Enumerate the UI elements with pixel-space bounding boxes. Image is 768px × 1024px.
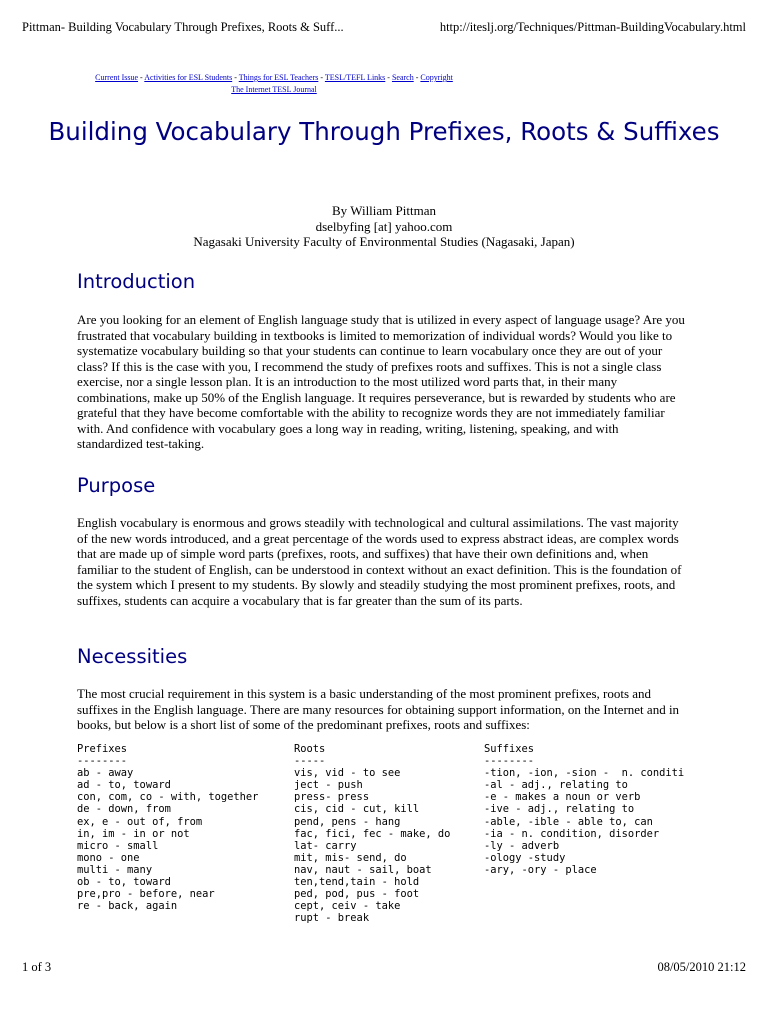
list-item: cept, ceiv - take: [294, 900, 401, 913]
nav-link-teachers[interactable]: Things for ESL Teachers: [238, 73, 319, 82]
list-item: pend, pens - hang: [294, 815, 401, 828]
list-item: de - down, from: [77, 803, 171, 816]
nav-link-search[interactable]: Search: [391, 73, 414, 82]
list-item: multi - many: [77, 863, 153, 876]
nav-separator: -: [413, 73, 421, 82]
print-page-title: Pittman- Building Vocabulary Through Prefixes, Roots & Suff...: [22, 20, 344, 34]
root-list: [294, 743, 450, 924]
list-item: re - back, again: [77, 900, 178, 913]
article-title: Building Vocabulary Through Prefixes, Roots & Suffixes: [48, 117, 720, 146]
list-item: ob - to, toward: [77, 876, 171, 889]
author-affiliation: Nagasaki University Faculty of Environmental Studies (Nagasaki, Japan): [193, 234, 575, 249]
list-item: ped, pod, pus - foot: [294, 888, 420, 901]
nav-separator: -: [138, 73, 145, 82]
print-timestamp: 08/05/2010 21:12: [657, 960, 746, 974]
nav-row: [0, 72, 548, 84]
paragraph-purpose: English vocabulary is enormous and grows steadily with technological and cultural assimilations. The vast majority of the new words introduced, and a great percentage of the words used to express abstract ideas, are complex words that are made up of simple word parts (prefixes, roots, and suffixes) that have their own definitions and, when familiar to the student of English, can be understood in context without an exact definition. This is the foundation of the system which I present to my students. By slowly and steadily studying the most prominent prefixes, roots, and suffixes, students can acquire a vocabulary that is far greater than the sum of its parts.: [77, 515, 682, 608]
list-item: mono - one: [77, 851, 140, 864]
list-item: nav, naut - sail, boat: [294, 863, 432, 876]
paragraph-introduction: Are you looking for an element of English language study that is utilized in every aspect of language usage? Are you frustrated that vocabulary building in textbooks is limited to memorization of individual words? Would you like to systematize vocabulary building so that your students can continue to learn vocabulary once they are out of your class? If this is the case with you, I recommend the study of prefixes roots and suffixes. This is not a single class exercise, nor a single lesson plan. It is an introduction to the most utilized word parts that, in their many combinations, make up 50% of the English language. It requires perseverance, but is rewarded by students who are grateful that they have become comfortable with the ability to recognize words they are not immediately familiar with. And confidence with vocabulary goes a long way in reading, writing, listening, speaking, and with standardized test-taking.: [77, 312, 685, 451]
list-heading: Prefixes: [77, 743, 128, 755]
list-item: -ly - adverb: [484, 839, 560, 852]
list-item: rupt - break: [294, 912, 370, 925]
list-item: -ive - adj., relating to: [484, 803, 635, 816]
list-heading: Roots: [294, 743, 326, 755]
list-item: ex, e - out of, from: [77, 815, 203, 828]
list-item: mit, mis- send, do: [294, 851, 407, 864]
author-email: dselbyfing [at] yahoo.com: [315, 218, 453, 234]
list-item: fac, fici, fec - make, do: [294, 827, 451, 840]
list-item: vis, vid - to see: [294, 767, 401, 780]
list-item: micro - small: [77, 839, 159, 852]
heading-necessities: Necessities: [77, 645, 188, 668]
list-item: press- press: [294, 791, 370, 804]
nav-separator: -: [232, 73, 239, 82]
suffix-list: [484, 743, 702, 876]
list-item: cis, cid - cut, kill: [294, 803, 420, 816]
list-item: con, com, co - with, together: [77, 791, 259, 804]
list-heading: Suffixes: [484, 743, 535, 755]
list-item: ad - to, toward: [77, 779, 171, 792]
print-url: http://iteslj.org/Techniques/Pittman-BuildingVocabulary.html: [439, 20, 746, 34]
list-item: ject - push: [294, 779, 363, 792]
list-item: -al - adj., relating to: [484, 779, 628, 792]
byline: [0, 203, 768, 250]
print-page-count: 1 of 3: [22, 960, 52, 974]
heading-purpose: Purpose: [77, 474, 156, 497]
list-item: pre,pro - before, near: [77, 888, 215, 901]
author: By William Pittman: [332, 203, 436, 218]
list-item: -ia - n. condition, disorder: [484, 827, 660, 840]
site-nav: [0, 72, 548, 96]
list-underline: -----: [294, 755, 326, 768]
nav-row: [0, 84, 548, 96]
nav-link-tesl-links[interactable]: TESL/TEFL Links: [324, 73, 386, 82]
list-item: -e - makes a noun or verb: [484, 791, 641, 804]
nav-link-copyright[interactable]: Copyright: [420, 73, 453, 82]
list-underline: --------: [77, 755, 128, 768]
list-item: -ology -study: [484, 851, 566, 864]
nav-separator: -: [385, 73, 392, 82]
nav-link-current-issue[interactable]: Current Issue: [95, 73, 139, 82]
list-item: lat- carry: [294, 839, 357, 852]
paragraph-necessities: The most crucial requirement in this system is a basic understanding of the most prominent prefixes, roots and suffixes in the English language. There are many resources for obtaining support information, on the Internet and in books, but below is a short list of some of the predominant prefixes, roots and suffixes:: [77, 686, 680, 732]
list-item: ten,tend,tain - hold: [294, 876, 420, 889]
list-item: -tion, -ion, -sion - n. conditi: [484, 767, 685, 780]
list-underline: --------: [484, 755, 535, 768]
heading-introduction: Introduction: [77, 270, 196, 293]
list-item: in, im - in or not: [77, 827, 190, 840]
nav-link-activities[interactable]: Activities for ESL Students: [144, 73, 233, 82]
prefix-list: [77, 743, 258, 912]
list-item: -able, -ible - able to, can: [484, 815, 653, 828]
list-item: -ary, -ory - place: [484, 863, 597, 876]
nav-separator: -: [318, 73, 325, 82]
nav-link-journal[interactable]: The Internet TESL Journal: [231, 85, 317, 94]
list-item: ab - away: [77, 767, 134, 780]
